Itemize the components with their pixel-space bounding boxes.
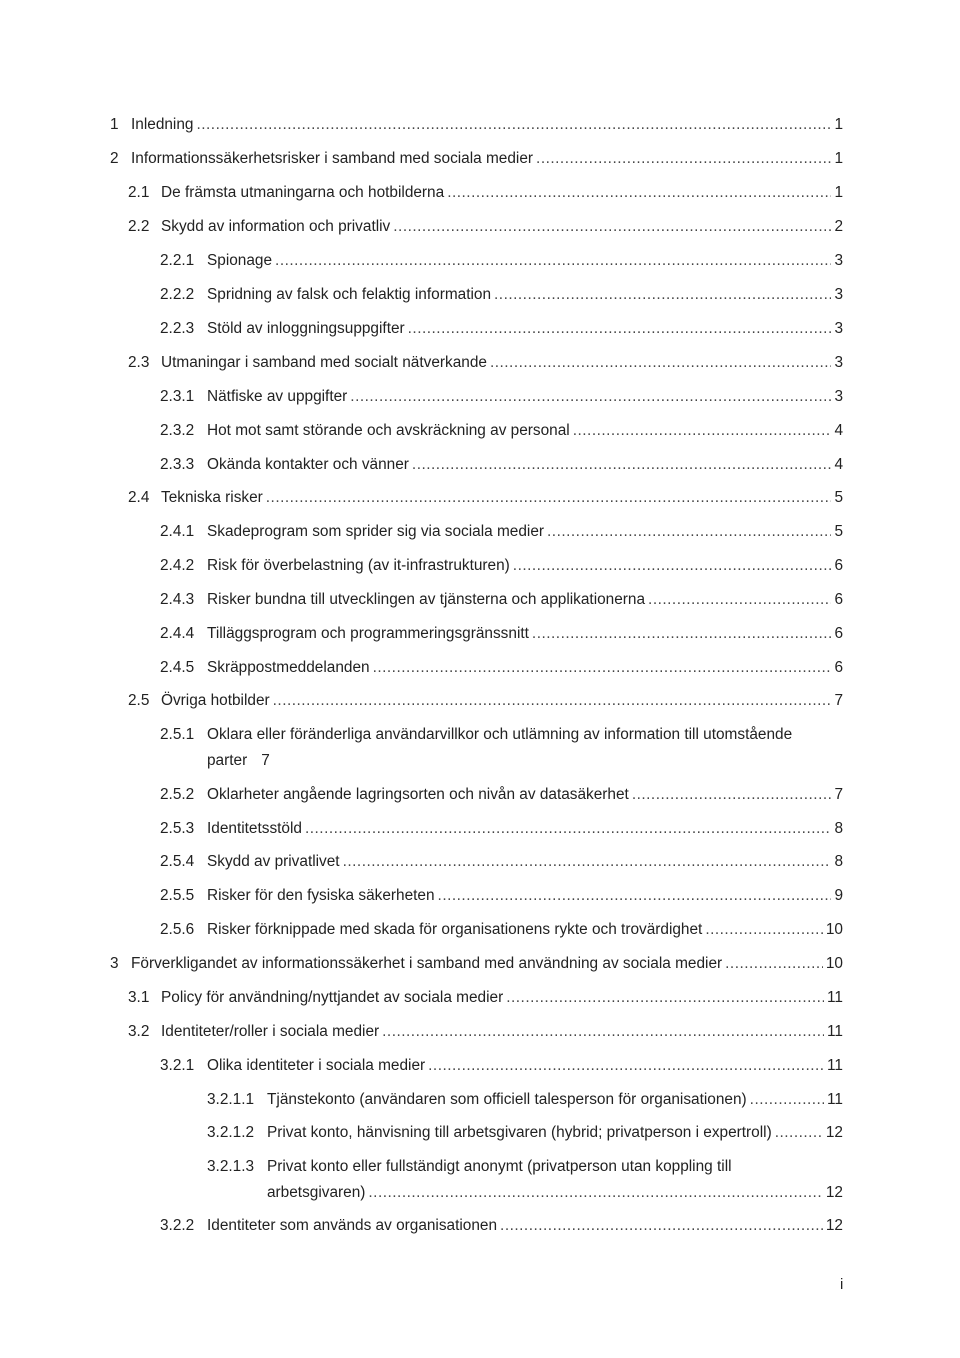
toc-title: Identiteter/roller i sociala medier xyxy=(161,1023,380,1040)
dot-leader xyxy=(513,556,832,576)
toc-entry[interactable] xyxy=(160,852,843,872)
toc-entry[interactable] xyxy=(160,920,843,940)
toc-page: 1 xyxy=(834,150,843,167)
toc-number: 2.5.3 xyxy=(160,820,195,837)
toc-number: 2.2.1 xyxy=(160,252,195,269)
toc-number: 2.5 xyxy=(128,692,150,709)
dot-leader xyxy=(273,691,832,711)
dot-leader xyxy=(408,319,832,339)
toc-number: 3.2.1.2 xyxy=(207,1124,255,1141)
dot-leader xyxy=(196,115,831,135)
toc-page: 1 xyxy=(834,184,843,201)
toc-number: 2.5.2 xyxy=(160,786,195,803)
toc-number: 2.5.1 xyxy=(160,726,195,743)
toc-title: Övriga hotbilder xyxy=(161,692,270,709)
toc-title: Skydd av information och privatliv xyxy=(161,218,391,235)
toc-entry[interactable] xyxy=(160,251,843,271)
toc-entry[interactable] xyxy=(128,488,843,508)
toc-page: 10 xyxy=(825,955,843,972)
toc-title: Okända kontakter och vänner xyxy=(207,456,409,473)
toc-entry[interactable] xyxy=(160,556,843,576)
toc-title: Informationssäkerhetsrisker i samband med sociala medier xyxy=(131,150,534,167)
toc-number: 2.4.3 xyxy=(160,591,195,608)
dot-leader xyxy=(350,387,831,407)
toc-title: Skräppostmeddelanden xyxy=(207,659,370,676)
toc-page: 7 xyxy=(834,786,843,803)
toc-title: Oklara eller föränderliga användarvillkor och utlämning av information till utomstående xyxy=(207,726,793,743)
toc-title: Tekniska risker xyxy=(161,489,263,506)
dot-leader xyxy=(373,658,832,678)
toc-number: 2.3 xyxy=(128,354,150,371)
toc-page: 10 xyxy=(825,921,843,938)
dot-leader xyxy=(266,488,832,508)
toc-entry[interactable] xyxy=(160,1216,843,1236)
toc-title: De främsta utmaningarna och hotbilderna xyxy=(161,184,445,201)
toc-page: 6 xyxy=(834,557,843,574)
toc-title: Stöld av inloggningsuppgifter xyxy=(207,320,405,337)
toc-entry[interactable] xyxy=(128,988,843,1008)
toc-page: 11 xyxy=(827,1057,843,1074)
toc-number: 2.2.3 xyxy=(160,320,195,337)
toc-page: 8 xyxy=(834,820,843,837)
toc-number: 2.4.1 xyxy=(160,523,195,540)
toc-page: 5 xyxy=(834,523,843,540)
toc-page: 6 xyxy=(834,659,843,676)
toc-entry[interactable] xyxy=(128,353,843,373)
toc-number: 2.5.4 xyxy=(160,853,195,870)
dot-leader xyxy=(500,1216,823,1236)
toc-number: 2.1 xyxy=(128,184,150,201)
dot-leader xyxy=(368,1183,822,1203)
toc-number: 2.5.6 xyxy=(160,921,195,938)
dot-leader xyxy=(705,920,823,940)
toc-number: 2.5.5 xyxy=(160,887,195,904)
toc-entry[interactable] xyxy=(110,115,843,135)
dot-leader xyxy=(438,886,832,906)
toc-entry[interactable] xyxy=(160,319,843,339)
toc-number: 2 xyxy=(110,150,119,167)
toc-title: Skydd av privatlivet xyxy=(207,853,340,870)
toc-number: 2.3.2 xyxy=(160,422,195,439)
toc-number: 2.4 xyxy=(128,489,150,506)
toc-entry[interactable] xyxy=(207,1123,843,1143)
dot-leader xyxy=(428,1056,824,1076)
toc-number: 1 xyxy=(110,116,119,133)
toc-title: Förverkligandet av informationssäkerhet i samband med användning av sociala medier xyxy=(131,955,723,972)
toc-page: 7 xyxy=(261,752,270,769)
dot-leader xyxy=(490,353,831,373)
toc-entry[interactable] xyxy=(110,954,843,974)
toc-title: Risker för den fysiska säkerheten xyxy=(207,887,435,904)
toc-page: 9 xyxy=(834,887,843,904)
toc-number: 2.3.3 xyxy=(160,456,195,473)
toc-entry[interactable] xyxy=(128,183,843,203)
toc-title: Inledning xyxy=(131,116,194,133)
toc-title: Skadeprogram som sprider sig via sociala medier xyxy=(207,523,545,540)
toc-page: 3 xyxy=(834,286,843,303)
toc-page: 11 xyxy=(827,1023,843,1040)
dot-leader xyxy=(648,590,831,610)
toc-title: Spionage xyxy=(207,252,273,269)
toc-entry[interactable] xyxy=(128,691,843,711)
toc-title: Olika identiteter i sociala medier xyxy=(207,1057,426,1074)
dot-leader xyxy=(532,624,832,644)
toc-title: Policy för användning/nyttjandet av sociala medier xyxy=(161,989,504,1006)
dot-leader xyxy=(775,1123,823,1143)
dot-leader xyxy=(412,455,832,475)
toc-number: 3 xyxy=(110,955,119,972)
toc-title: Privat konto eller fullständigt anonymt (privatperson utan koppling till xyxy=(267,1158,732,1175)
toc-entry[interactable] xyxy=(160,522,843,542)
toc-page: 6 xyxy=(834,625,843,642)
toc-entry[interactable] xyxy=(207,1157,843,1203)
toc-title: Oklarheter angående lagringsorten och nivån av datasäkerhet xyxy=(207,786,629,803)
toc-title: Privat konto, hänvisning till arbetsgivaren (hybrid; privatperson i expertroll) xyxy=(267,1124,772,1141)
toc-title: Risker förknippade med skada för organisationens rykte och trovärdighet xyxy=(207,921,703,938)
toc-page: 3 xyxy=(834,388,843,405)
toc-entry[interactable] xyxy=(160,387,843,407)
toc-page: 2 xyxy=(834,218,843,235)
toc-number: 3.2.1.3 xyxy=(207,1158,255,1175)
toc-page: 12 xyxy=(825,1124,843,1141)
toc-number: 2.2 xyxy=(128,218,150,235)
toc-entry[interactable] xyxy=(207,1090,843,1110)
toc-page: 12 xyxy=(825,1217,843,1234)
toc-page: 3 xyxy=(834,252,843,269)
dot-leader xyxy=(506,988,824,1008)
toc-entry[interactable] xyxy=(160,785,843,805)
toc-title: Nätfiske av uppgifter xyxy=(207,388,348,405)
toc-entry[interactable] xyxy=(160,624,843,644)
toc-number: 3.2 xyxy=(128,1023,150,1040)
toc-page: 6 xyxy=(834,591,843,608)
toc-entry[interactable] xyxy=(160,886,843,906)
toc-number: 3.2.1 xyxy=(160,1057,195,1074)
toc-title: Identitetsstöld xyxy=(207,820,302,837)
dot-leader xyxy=(305,819,831,839)
dot-leader xyxy=(275,251,831,271)
toc-number: 3.2.1.1 xyxy=(207,1091,255,1108)
toc-entry[interactable] xyxy=(128,217,843,237)
toc-number: 2.4.4 xyxy=(160,625,195,642)
toc-entry[interactable] xyxy=(160,725,843,771)
dot-leader xyxy=(547,522,831,542)
toc-page: 11 xyxy=(827,1091,843,1108)
toc-title-continued: parter xyxy=(207,752,248,769)
page-number: i xyxy=(840,1276,844,1293)
toc-entry[interactable] xyxy=(128,1022,843,1042)
dot-leader xyxy=(725,954,823,974)
toc-title: Spridning av falsk och felaktig information xyxy=(207,286,492,303)
toc-page: 11 xyxy=(827,989,843,1006)
toc-number: 2.4.5 xyxy=(160,659,195,676)
toc-entry[interactable] xyxy=(160,285,843,305)
toc-number: 2.2.2 xyxy=(160,286,195,303)
toc-title: Hot mot samt störande och avskräckning av personal xyxy=(207,422,570,439)
toc-number: 2.3.1 xyxy=(160,388,195,405)
toc-number: 3.1 xyxy=(128,989,150,1006)
dot-leader xyxy=(573,421,832,441)
toc-entry[interactable] xyxy=(110,149,843,169)
toc-entry[interactable] xyxy=(160,455,843,475)
toc-entry[interactable] xyxy=(160,421,843,441)
toc-title: Risker bundna till utvecklingen av tjänsterna och applikationerna xyxy=(207,591,646,608)
dot-leader xyxy=(343,852,832,872)
toc-title-continued: arbetsgivaren) xyxy=(267,1184,366,1201)
dot-leader xyxy=(494,285,831,305)
dot-leader xyxy=(750,1090,824,1110)
toc-page: 4 xyxy=(834,422,843,439)
toc-title: Tjänstekonto (användaren som officiell talesperson för organisationen) xyxy=(267,1091,747,1108)
toc-title: Identiteter som används av organisationen xyxy=(207,1217,498,1234)
toc-number: 3.2.2 xyxy=(160,1217,195,1234)
dot-leader xyxy=(382,1022,824,1042)
toc-page: 5 xyxy=(834,489,843,506)
toc-title: Utmaningar i samband med socialt nätverkande xyxy=(161,354,487,371)
toc-title: Tilläggsprogram och programmeringsgränssnitt xyxy=(207,625,529,642)
dot-leader xyxy=(447,183,831,203)
toc-entry[interactable] xyxy=(160,1056,843,1076)
toc-page: 4 xyxy=(834,456,843,473)
toc-page: 8 xyxy=(834,853,843,870)
toc-page: 1 xyxy=(834,116,843,133)
toc-title: Risk för överbelastning (av it-infrastrukturen) xyxy=(207,557,510,574)
dot-leader xyxy=(632,785,832,805)
toc-page: 3 xyxy=(834,320,843,337)
toc-number: 2.4.2 xyxy=(160,557,195,574)
toc-page: 12 xyxy=(825,1184,843,1201)
dot-leader xyxy=(536,149,831,169)
toc-entry[interactable] xyxy=(160,590,843,610)
toc-entry[interactable] xyxy=(160,819,843,839)
toc-entry[interactable] xyxy=(160,658,843,678)
toc-page: 3 xyxy=(834,354,843,371)
dot-leader xyxy=(393,217,831,237)
toc-page: 7 xyxy=(834,692,843,709)
